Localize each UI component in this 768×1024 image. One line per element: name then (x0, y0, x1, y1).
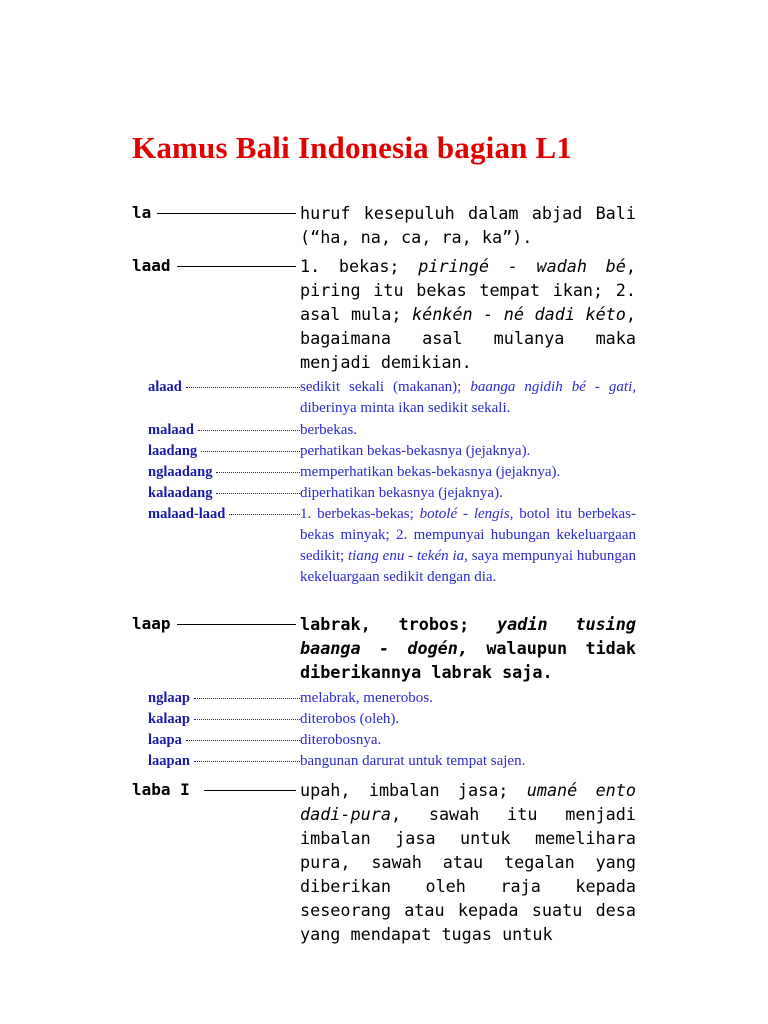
definition-text: melabrak, menerobos. (300, 690, 433, 706)
entry-laad (132, 254, 636, 374)
dotted-leader (201, 451, 300, 452)
definition-text: botol itu berbekas-bekas minyak; 2. mempunyai hubungan kekeluargaan sedikit; (300, 506, 636, 564)
definition-text: labrak, trobos; (300, 614, 498, 634)
example-phrase: umané ento dadi-pura (300, 780, 636, 824)
subentry-laapa (148, 730, 636, 751)
definition-text: memperhatikan bekas-bekasnya (jejaknya). (300, 464, 561, 480)
page-title: Kamus Bali Indonesia bagian L1 (132, 130, 573, 165)
leader-line (177, 266, 296, 267)
definition-text: saya mempunyai hubungan kekeluargaan sedikit dengan dia. (300, 548, 636, 585)
dotted-leader (186, 740, 300, 741)
entry-headword: laad (132, 254, 296, 278)
definition-text: upah, imbalan jasa; (300, 780, 527, 800)
subentry-nglaap (148, 688, 636, 709)
subentry-definition (300, 504, 636, 588)
entry-headword: laap (132, 612, 296, 636)
leader-line (177, 624, 296, 625)
subentry-headword: laadang (148, 441, 300, 462)
definition-text: sedikit sekali (makanan); (300, 379, 471, 395)
example-phrase: kénkén - né dadi kéto (412, 304, 626, 324)
dotted-leader (216, 493, 300, 494)
subentry-headword: nglaadang (148, 462, 300, 483)
subentry-definition (300, 377, 636, 419)
subentry-definition (300, 441, 636, 462)
definition-text: walaupun tidak diberikannya labrak saja. (300, 638, 636, 682)
dotted-leader (194, 719, 300, 720)
subentry-laapan (148, 751, 636, 772)
definition-text: , piring itu bekas tempat ikan; 2. asal mula; (300, 256, 636, 324)
definition-text: huruf kesepuluh dalam abjad Bali (“ha, na, ca, ra, ka”). (300, 203, 636, 247)
definition-text: 1. berbekas-bekas; (300, 506, 420, 522)
entry-la (132, 201, 636, 249)
definition-text: , sawah itu menjadi imbalan jasa untuk memelihara pura, sawah atau tegalan yang diberikan oleh raja kepada seseorang atau kepada suatu desa yang mendapat tugas untuk (300, 804, 636, 944)
subentry-headword: laapa (148, 730, 300, 751)
subentry-headword: malaad (148, 420, 300, 441)
subentry-alaad (148, 377, 636, 419)
leader-line (157, 213, 296, 214)
subentry-laadang (148, 441, 636, 462)
definition-text: bangunan darurat untuk tempat sajen. (300, 753, 526, 769)
entry-definition (300, 201, 636, 249)
dotted-leader (194, 698, 300, 699)
subentry-malaad-laad (148, 504, 636, 588)
subentry-headword: kalaadang (148, 483, 300, 504)
dotted-leader (194, 761, 300, 762)
leader-line (204, 790, 296, 791)
example-phrase: botolé - lengis, (419, 506, 514, 522)
entry-definition (300, 254, 636, 374)
subentry-headword: kalaap (148, 709, 300, 730)
dotted-leader (216, 472, 300, 473)
subentry-malaad (148, 420, 636, 441)
subentry-definition (300, 709, 636, 730)
subentry-kalaadang (148, 483, 636, 504)
entry-laba-i (132, 778, 636, 946)
subentry-headword: laapan (148, 751, 300, 772)
entry-definition (300, 612, 636, 684)
example-phrase: piringé - wadah bé (418, 256, 626, 276)
definition-text: berbekas. (300, 422, 358, 438)
definition-text: perhatikan bekas-bekasnya (jejaknya). (300, 443, 531, 459)
subentry-definition (300, 730, 636, 751)
definition-text: diterobosnya. (300, 732, 382, 748)
subentry-definition (300, 688, 636, 709)
dotted-leader (186, 387, 300, 388)
entry-headword: laba I (132, 778, 296, 802)
example-phrase: tiang enu - tekén ia, (348, 548, 468, 564)
subentry-kalaap (148, 709, 636, 730)
subentry-headword: nglaap (148, 688, 300, 709)
subentry-definition (300, 462, 636, 483)
subentry-definition (300, 751, 636, 772)
subentry-headword: malaad-laad (148, 504, 300, 525)
definition-text: 1. bekas; (300, 256, 419, 276)
dotted-leader (198, 430, 300, 431)
entry-definition (300, 778, 636, 946)
dotted-leader (229, 514, 300, 515)
subentry-definition (300, 483, 636, 504)
definition-text: , diberinya minta ikan sedikit sekali. (300, 379, 636, 416)
example-phrase: baanga ngidih bé - gati (470, 379, 633, 395)
entry-headword: la (132, 201, 296, 225)
example-phrase: yadin tusing baanga - dogén, (300, 614, 636, 658)
subentry-nglaadang (148, 462, 636, 483)
subentry-headword: alaad (148, 377, 300, 398)
subentry-definition (300, 420, 636, 441)
definition-text: , bagaimana asal mulanya maka menjadi demikian. (300, 304, 636, 372)
definition-text: diperhatikan bekasnya (jejaknya). (300, 485, 503, 501)
definition-text: diterobos (oleh). (300, 711, 400, 727)
entry-laap (132, 612, 636, 684)
